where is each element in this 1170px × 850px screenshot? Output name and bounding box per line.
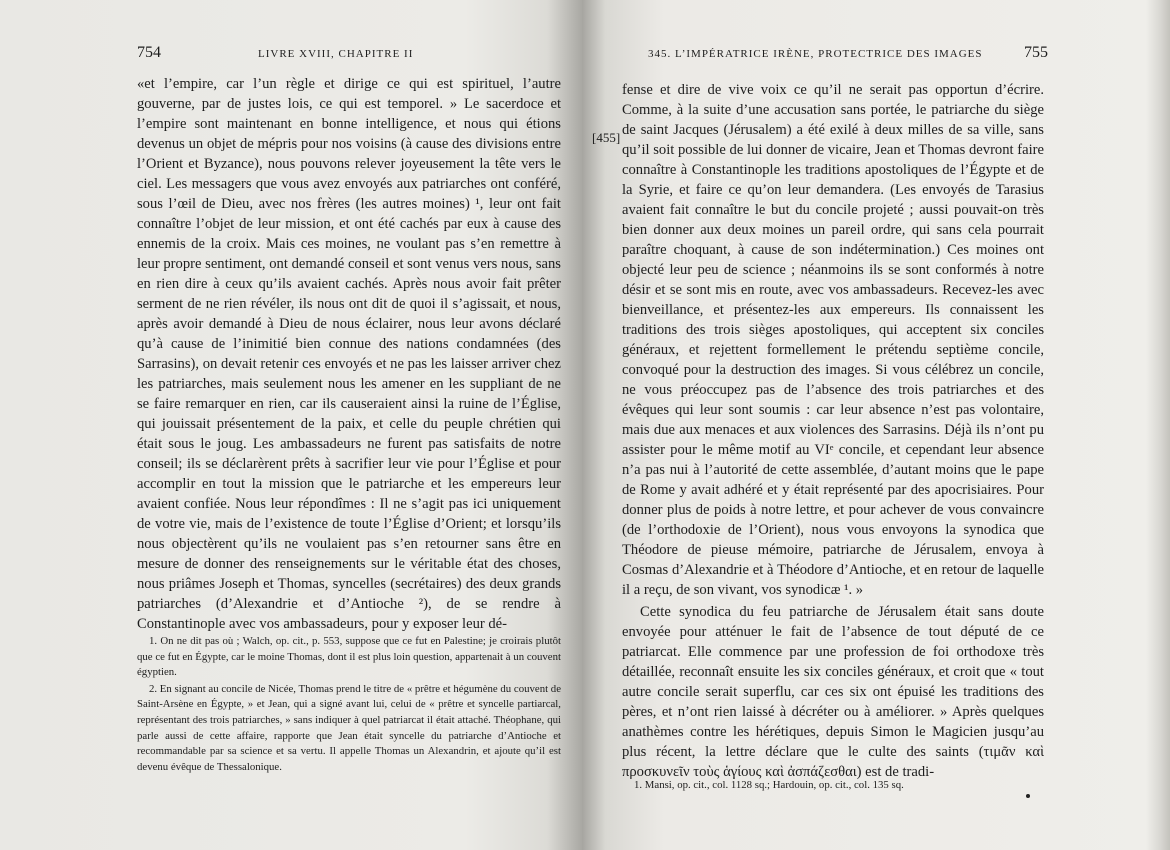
page-number: 754 (137, 44, 161, 61)
paragraph: Cette synodica du feu patriarche de Jérusalem était sans doute envoyée pour atténuer le fait de l’absence de tout député de ce patriarcat. Elle commence par une profession de foi orthodoxe très détaillée, reconnaît ensuite les six conciles généraux, et croit que « tout autre concile serait superflu, car ces six ont épuisé les traditions des pères, et n’ont rien laissé à décréter ou à améliorer. » Après quelques anathèmes contre les hérétiques, depuis Simon le Magicien jusqu’au plus récent, la lettre déclare que le culte des saints (τιμᾶν καὶ προσκυνεῖν τοὺς ἁγίους καὶ ἀσπάζεσθαι) est de tradi- (622, 604, 1044, 780)
running-head: 345. L’IMPÉRATRICE IRÈNE, PROTECTRICE DES IMAGES (648, 48, 983, 60)
footnote: 2. En signant au concile de Nicée, Thomas prend le titre de « prêtre et hégumène du couvent de Saint-Arsène en Égypte, » et Jean, qui a signé avant lui, celui de « prêtre et syncelle partiarcal, représentant des trois patriarches, » sans indiquer à quel patriarcat il était attaché. Théophane, qui parle aussi de cette affaire, rapporte que Jean était syncelle du patriarche d’Antioche et recommandable par sa science et sa vertu. Il appelle Thomas un Alexandrin, et ajoute qu’il est devenu évêque de Thessalonique. (137, 682, 561, 773)
paragraph: fense et dire de vive voix ce qu’il ne serait pas opportun d’écrire. Comme, à la suite d’une accusation sans portée, le patriarche du siège de saint Jacques (Jérusalem) a été exilé à deux milles de sa ville, sans qu’il soit possible de lui donner de vicaire, Jean et Thomas devront faire connaître à Constantinople les traditions apostoliques de l’Égypte et de la Syrie, et faire ce qu’on leur demandera. (Les envoyés de Tarasius avaient fait connaître le but du concile projeté ; aussi pouvait-on très bien donner aux deux moines un pareil ordre, qui sans cela pourrait paraître choquant, à cause de son indétermination.) Ces moines ont objecté leur peu de science ; néanmoins ils se sont conformés à notre désir et se sont mis en route, avec vos ambassadeurs. Recevez-les avec bienveillance, et présentez-les aux empereurs. Ils connaissent les traditions des trois sièges apostoliques, qui acceptent six conciles généraux, et rejettent formellement le prétendu septième concile, convoqué pour la destruction des images. Si vous célébrez un concile, ne vous préoccupez pas de l’absence des trois patriarches et des évêques qui leur sont soumis : car leur absence n’est pas volontaire, mais due aux menaces et aux violences des Sarrasins. Déjà ils n’ont pu assister pour le même motif au VIᵉ concile, et cependant leur absence n’a pas nui à l’autorité de cette assemblée, d’autant moins que le pape de Rome y avait adhéré et y était représenté par des apocrisiaires. Pour donner plus de poids à notre lettre, et pour achever de vous convaincre (de l’orthodoxie de l’Orient), nous vous envoyons la synodica que Théodore de pieuse mémoire, patriarche de Jérusalem, envoya à Cosmas d’Alexandrie et à Théodore d’Antioche, et en retour de laquelle il a reçu, de son vivant, vos synodicæ ¹. » (622, 82, 1044, 598)
page-number: 755 (1024, 44, 1048, 61)
right-page (582, 0, 1170, 850)
footnote: 1. Mansi, op. cit., col. 1128 sq.; Hardouin, op. cit., col. 135 sq. (634, 779, 904, 791)
paragraph: «et l’empire, car l’un règle et dirige ce qui est spirituel, l’autre gouverne, par de justes lois, ce qui est temporel. » Le sacerdoce et l’empire sont maintenant en bonne intelligence, et nous qui étions devenus un objet de mépris pour nos voisins (à cause des divisions entre l’Orient et Byzance), nous pouvons relever joyeusement la tête vers le ciel. Les messagers que vous avez envoyés aux patriarches ont conféré, sous l’œil de Dieu, avec nos frères (les autres moines) ¹, leur ont fait connaître l’objet de leur mission, et ont été cachés par eux à cause des ennemis de la croix. Mais ces moines, ne voulant pas s’en remettre à leur propre sentiment, ont demandé conseil et sont venus vers nous, sans en rien dire à ceux qu’ils avaient cachés. Après nous avoir fait prêter serment de ne rien révéler, ils nous ont dit de quoi il s’agissait, et nous, après avoir demandé à Dieu de nous éclairer, nous leur avons déclaré qu’à cause de l’inimitié bien connue des nations condamnées (des Sarrasins), on devait retenir ces envoyés et ne pas les laisser arriver chez les patriarches, mais seulement nous les amener en les suppliant de ne se faire remarquer en rien, car ils causeraient ainsi la ruine de l’Église, qui jouissait présentement de la paix, et celle du peuple chrétien qui était sous le joug. Les ambassadeurs ne furent pas satisfaits de notre conseil; ils se déclarèrent prêts à sacrifier leur vie pour l’Église et pour accomplir en tout la mission que le patriarche et les empereurs leur avaient confiée. Nous leur répondîmes : Il ne s’agit pas ici uniquement de votre vie, mais de l’existence de toute l’Église d’Orient; et lorsqu’ils nous objectèrent qu’ils ne voulaient pas s’en retourner sans être en mesure de donner des renseignements sur le véritable état des choses, nous priâmes Joseph et Thomas, syncelles (secrétaires) des deux grands patriarches (d’Alexandrie et d’Antioche ²), de se rendre à Constantinople avec vos ambassadeurs, pour y exposer leur dé- (137, 76, 561, 632)
footnote: 1. On ne dit pas où ; Walch, op. cit., p. 553, suppose que ce fut en Palestine; je croirais plutôt que ce fut en Égypte, car le moine Thomas, dont il est plus loin question, appartenait à un couvent égyptien. (137, 635, 561, 679)
margin-page-reference: [455] (592, 130, 621, 145)
footnotes (622, 778, 1044, 795)
body-text (622, 80, 1044, 782)
ink-spot (1026, 794, 1030, 798)
footnotes (137, 634, 561, 776)
running-head: LIVRE XVIII, CHAPITRE II (258, 48, 414, 60)
page-edge (1146, 0, 1170, 850)
left-page (0, 0, 582, 850)
body-text (137, 74, 561, 634)
